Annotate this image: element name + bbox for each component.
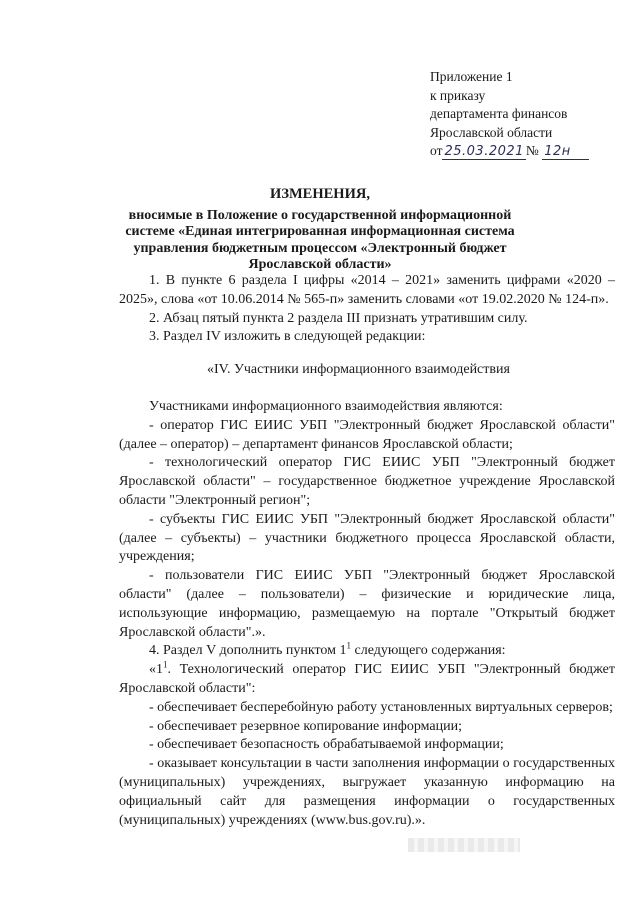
- date-prefix: от: [430, 143, 443, 158]
- participant-item: - оператор ГИС ЕИИС УБП "Электронный бюджет Ярославской области" (далее – оператор) – департамент финансов Ярославской области;: [119, 417, 615, 452]
- superscript: 1: [346, 640, 351, 651]
- duty-item: - обеспечивает безопасность обрабатываемой информации;: [149, 737, 504, 753]
- participant-item: - технологический оператор ГИС ЕИИС УБП "Электронный бюджет Ярославской области" – государственное бюджетное учреждение Ярославской области "Электронный регион";: [119, 455, 615, 508]
- new-item-text-end: . Технологический оператор ГИС ЕИИС УБП "Электронный бюджет Ярославской области":: [119, 662, 615, 696]
- participants-intro: Участниками информационного взаимодействия являются:: [149, 398, 503, 414]
- duty-item: - оказывает консультации в части заполнения информации о государственных (муниципальных) учреждениях, выгружает указанную информацию на официальный сайт для размещения информации о государственных (муниципальных) учреждениях (www.bus.gov.ru).».: [119, 756, 615, 828]
- document-title: [110, 186, 530, 274]
- handwritten-number: 12н: [542, 144, 589, 160]
- title-subtitle: вносимые в Положение о государственной информационной системе «Единая интегрированная информационная система управления бюджетным процессом «Электронный бюджет Ярославской области»: [125, 207, 515, 272]
- appendix-line: департамента финансов: [430, 106, 568, 121]
- appendix-line: к приказу: [430, 87, 486, 103]
- handwritten-date: 25.03.2021: [444, 144, 524, 159]
- duty-item: - обеспечивает резервное копирование информации;: [149, 718, 462, 734]
- paragraph-4-text-end: следующего содержания:: [351, 643, 506, 659]
- new-item-heading: [119, 661, 615, 699]
- section-iv-heading: «IV. Участники информационного взаимодействия: [207, 362, 510, 378]
- document-body: [119, 272, 615, 830]
- paragraph-2: 2. Абзац пятый пункта 2 раздела III признать утратившим силу.: [149, 310, 528, 326]
- appendix-line: Ярославской области: [430, 124, 553, 140]
- superscript: 1: [163, 659, 168, 670]
- paragraph-3: 3. Раздел IV изложить в следующей редакции:: [149, 329, 426, 345]
- paragraph-4-text: 4. Раздел V дополнить пунктом 1: [149, 643, 347, 659]
- participant-item: - субъекты ГИС ЕИИС УБП "Электронный бюджет Ярославской области" (далее – субъекты) – участники бюджетного процесса Ярославской области, учреждения;: [119, 511, 615, 565]
- appendix-line: Приложение 1: [430, 69, 513, 84]
- paragraph-4: [119, 642, 615, 661]
- new-item-text: «1: [149, 662, 163, 678]
- title-main: ИЗМЕНЕНИЯ,: [270, 186, 370, 202]
- appendix-header: [430, 68, 589, 162]
- duty-item: - обеспечивает бесперебойную работу установленных виртуальных серверов;: [149, 699, 613, 715]
- faded-stamp: [408, 838, 520, 852]
- participant-item: - пользователи ГИС ЕИИС УБП "Электронный бюджет Ярославской области" (далее – пользователи) – физические и юридические лица, использующие информацию, размещаемую на портале "Открытый бюджет Ярославской области".».: [119, 568, 615, 640]
- number-prefix: №: [525, 143, 539, 158]
- paragraph-1: 1. В пункте 6 раздела I цифры «2014 – 2021» заменить цифрами «2020 – 2025», слова «от 10.06.2014 № 565-п» заменить словами «от 19.02.2020 № 124-п».: [119, 273, 615, 307]
- appendix-date-line: [430, 142, 589, 162]
